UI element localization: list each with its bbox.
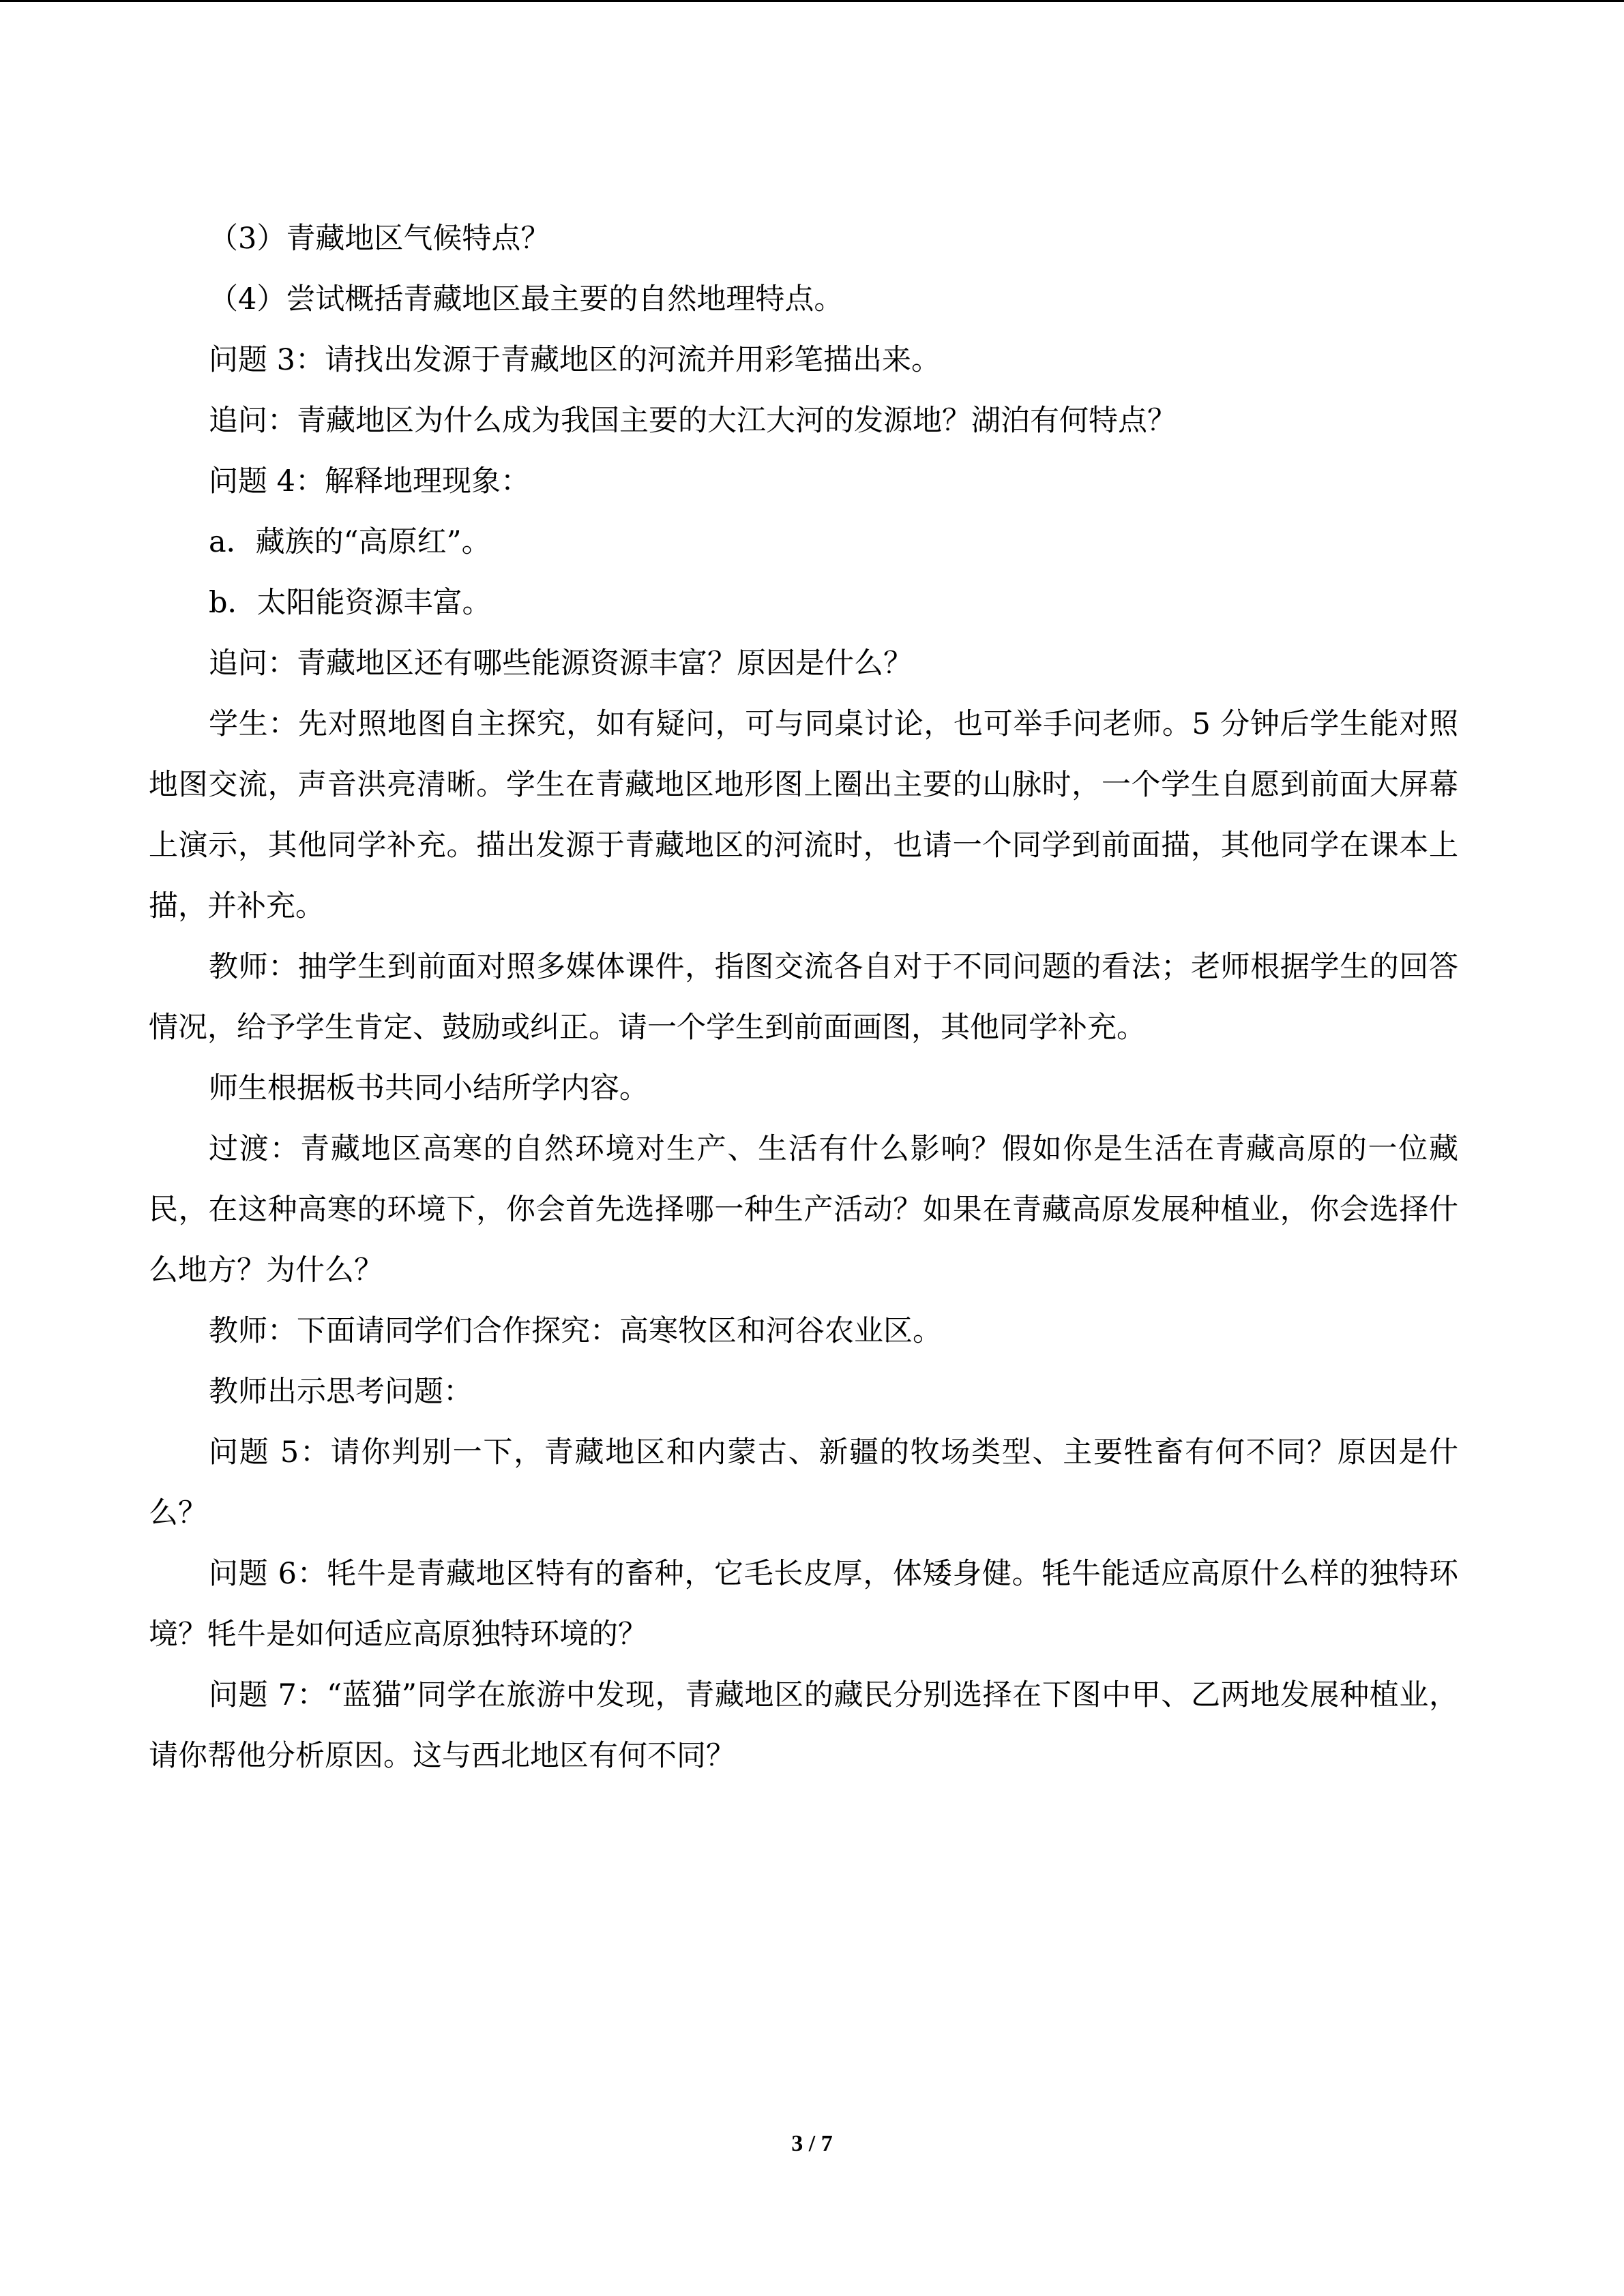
problem-3: 问题 3：请找出发源于青藏地区的河流并用彩笔描出来。: [209, 343, 941, 377]
teacher-questions-intro: 教师出示思考问题：: [209, 1375, 473, 1409]
teacher-activity: 教师：抽学生到前面对照多媒体课件，指图交流各自对于不同问题的看法；老师根据学生的回答情况，给予学生肯定、鼓励或纠正。请一个学生到前面画图，其他同学补充。: [149, 950, 1458, 1045]
document-body: [149, 209, 1458, 1787]
transition: 过渡：青藏地区高寒的自然环境对生产、生活有什么影响？假如你是生活在青藏高原的一位藏民，在这种高寒的环境下，你会首先选择哪一种生产活动？如果在青藏高原发展种植业，你会选择什么地方？为什么？: [149, 1132, 1458, 1287]
item-b: b．太阳能资源丰富。: [209, 586, 492, 620]
question-4-summary: （4）尝试概括青藏地区最主要的自然地理特点。: [209, 282, 844, 316]
problem-4: 问题 4：解释地理现象：: [209, 464, 531, 498]
item-a: a．藏族的“高原红”。: [209, 525, 491, 559]
follow-up-energy: 追问：青藏地区还有哪些能源资源丰富？原因是什么？: [209, 646, 913, 681]
question-3-climate: （3）青藏地区气候特点？: [209, 222, 550, 256]
problem-6: 问题 6：牦牛是青藏地区特有的畜种，它毛长皮厚，体矮身健。牦牛能适应高原什么样的独特环境？牦牛是如何适应高原独特环境的？: [149, 1557, 1458, 1652]
page-number: 3 / 7: [791, 2131, 833, 2156]
problem-7: 问题 7：“蓝猫”同学在旅游中发现，青藏地区的藏民分别选择在下图中甲、乙两地发展种植业，请你帮他分析原因。这与西北地区有何不同？: [149, 1678, 1458, 1773]
summary-note: 师生根据板书共同小结所学内容。: [209, 1071, 649, 1105]
teacher-cooperation: 教师：下面请同学们合作探究：高寒牧区和河谷农业区。: [209, 1314, 942, 1348]
problem-5: 问题 5：请你判别一下，青藏地区和内蒙古、新疆的牧场类型、主要牲畜有何不同？原因是什么？: [149, 1435, 1458, 1530]
student-activity: 学生：先对照地图自主探究，如有疑问，可与同桌讨论，也可举手问老师。5 分钟后学生能对照地图交流，声音洪亮清晰。学生在青藏地区地形图上圈出主要的山脉时，一个学生自愿到前面大屏幕上演示，其他同学补充。描出发源于青藏地区的河流时，也请一个同学到前面描，其他同学在课本上描，并补充。: [149, 707, 1458, 923]
top-border-line: [0, 0, 1624, 2]
follow-up-rivers: 追问：青藏地区为什么成为我国主要的大江大河的发源地？湖泊有何特点？: [209, 404, 1177, 438]
